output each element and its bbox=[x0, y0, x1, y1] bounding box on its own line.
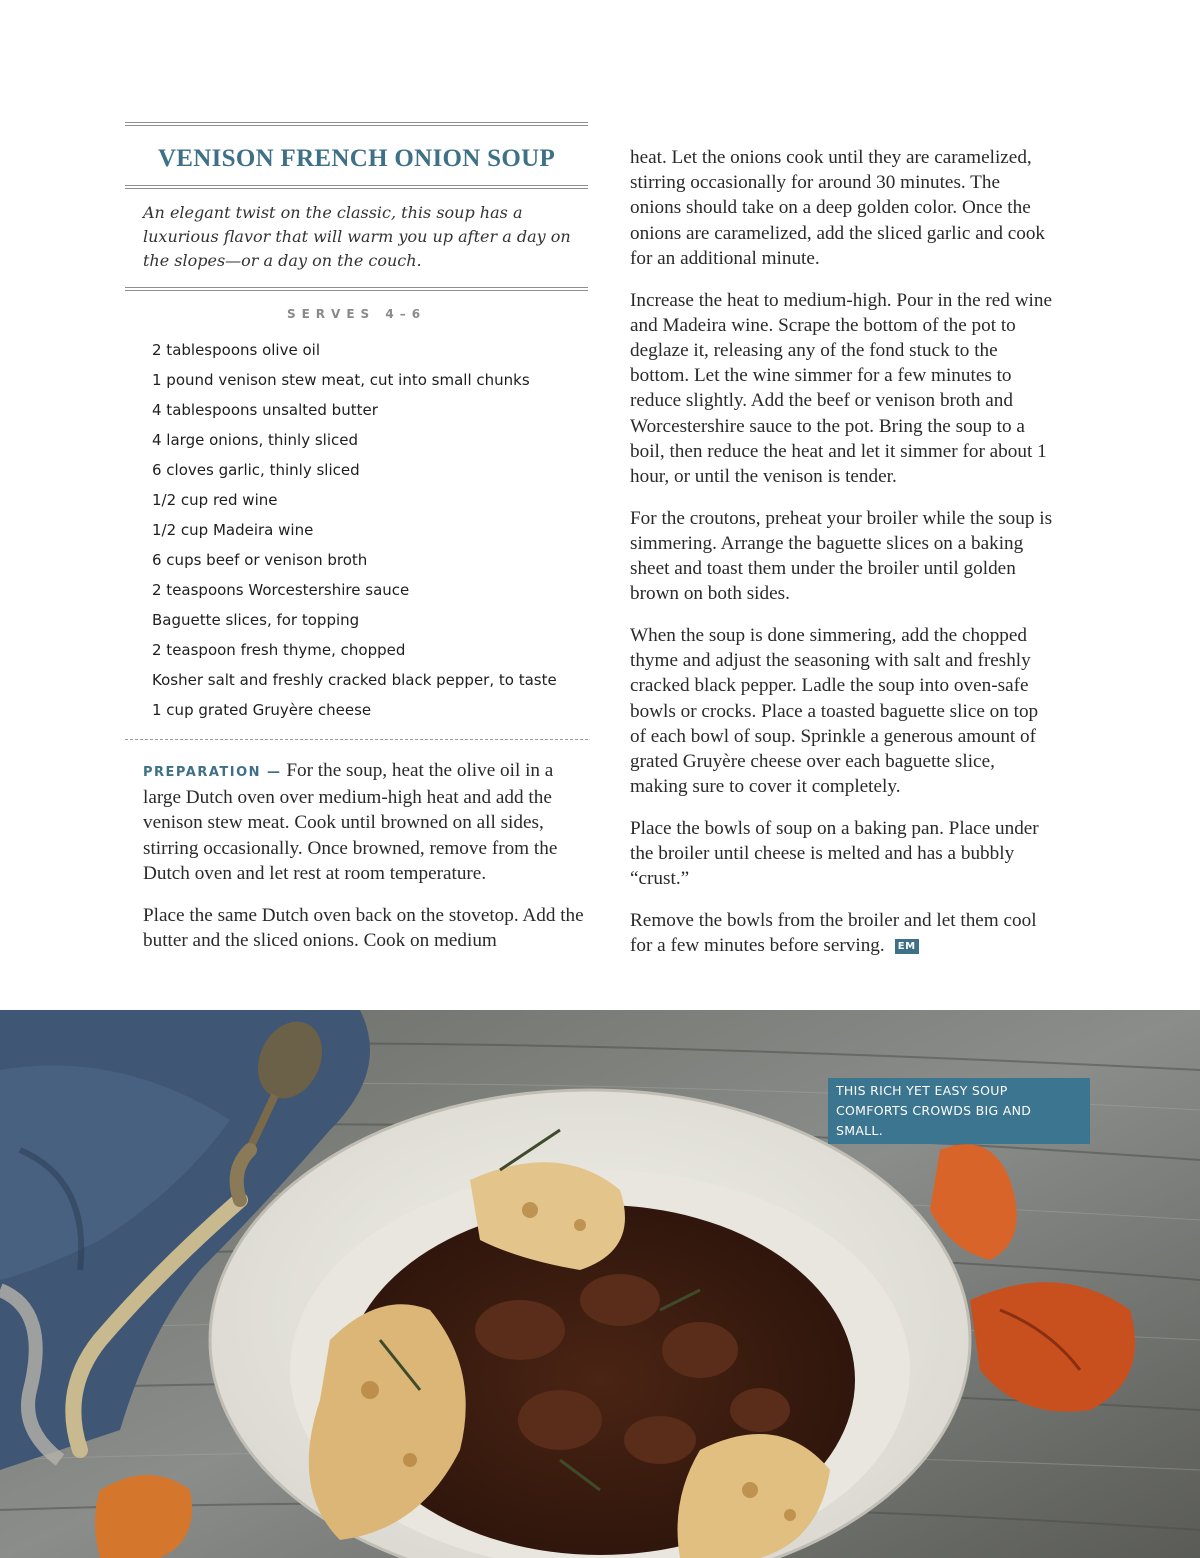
prep-paragraph: For the croutons, preheat your broiler while the soup is simmering. Arrange the baguette slices on a baking sheet and toast them under the broiler until golden brown on both sides. bbox=[630, 507, 1053, 605]
preparation-section bbox=[125, 740, 588, 953]
prep-paragraph: heat. Let the onions cook until they are caramelized, stirring occasionally for around 30 minutes. The onions should take on a deep golden color. Once the onions are caramelized, add the sliced garlic and cook for an additional minute. bbox=[630, 147, 1046, 269]
photo-caption bbox=[828, 1078, 1090, 1144]
ingredient-item: 4 tablespoons unsalted butter bbox=[152, 401, 378, 419]
recipe-left-column bbox=[125, 122, 588, 969]
photo-caption-line: THIS RICH YET EASY SOUP bbox=[836, 1083, 1008, 1098]
ingredient-item: 2 teaspoons Worcestershire sauce bbox=[152, 581, 410, 599]
ingredient-list bbox=[125, 335, 588, 725]
ingredient-item: 1/2 cup Madeira wine bbox=[152, 521, 314, 539]
photo-caption-line: COMFORTS CROWDS BIG AND SMALL. bbox=[836, 1103, 1032, 1138]
preparation-label: PREPARATION — bbox=[143, 765, 282, 780]
prep-paragraph: Place the same Dutch oven back on the stovetop. Add the butter and the sliced onions. Cook on medium bbox=[143, 904, 584, 951]
ingredient-item: Baguette slices, for topping bbox=[152, 611, 360, 629]
end-mark-logo: EM bbox=[895, 939, 919, 954]
prep-paragraph: Place the bowls of soup on a baking pan. Place under the broiler until cheese is melted and has a bubbly “crust.” bbox=[630, 817, 1039, 890]
prep-paragraph-text: For the soup, heat the olive oil in a large Dutch oven over medium-high heat and add the venison stew meat. Cook until browned on all sides, stirring occasionally. Once browned, remove from the Dutch oven and let rest at room temperature. bbox=[143, 760, 558, 884]
recipe-intro: An elegant twist on the classic, this soup has a luxurious flavor that will warm you up after a day on the slopes—or a day on the couch. bbox=[143, 203, 571, 270]
ingredient-item: 2 teaspoon fresh thyme, chopped bbox=[152, 641, 406, 659]
prep-paragraph bbox=[143, 758, 588, 886]
ingredient-item: 6 cloves garlic, thinly sliced bbox=[152, 461, 360, 479]
recipe-title: VENISON FRENCH ONION SOUP bbox=[157, 145, 556, 172]
ingredient-item: 6 cups beef or venison broth bbox=[152, 551, 368, 569]
ingredient-item: Kosher salt and freshly cracked black pepper, to taste bbox=[152, 671, 557, 689]
recipe-right-column bbox=[630, 145, 1055, 975]
prep-paragraph bbox=[630, 908, 1055, 958]
prep-paragraph: Increase the heat to medium-high. Pour in the red wine and Madeira wine. Scrape the bottom of the pot to deglaze it, releasing any of the fond stuck to the bottom. Let the wine simmer for a few minutes to reduce slightly. Add the beef or venison broth and Worcestershire sauce to the pot. Bring the soup to a boil, then reduce the heat and let it simmer for about 1 hour, or until the venison is tender. bbox=[630, 289, 1052, 487]
ingredient-item: 1 pound venison stew meat, cut into small chunks bbox=[152, 371, 530, 389]
serves-label: SERVES 4–6 bbox=[286, 307, 427, 321]
prep-paragraph-text: Remove the bowls from the broiler and let them cool for a few minutes before serving. bbox=[630, 909, 1037, 957]
ingredient-item: 1/2 cup red wine bbox=[152, 491, 278, 509]
prep-paragraph: When the soup is done simmering, add the chopped thyme and adjust the seasoning with salt and freshly cracked black pepper. Ladle the soup into oven-safe bowls or crocks. Place a toasted baguette slice on top of each bowl of soup. Sprinkle a generous amount of grated Gruyère cheese over each baguette slice, making sure to cover it completely. bbox=[630, 624, 1039, 798]
ingredient-item: 1 cup grated Gruyère cheese bbox=[152, 701, 372, 719]
ingredient-item: 4 large onions, thinly sliced bbox=[152, 431, 359, 449]
ingredient-item: 2 tablespoons olive oil bbox=[152, 341, 320, 359]
